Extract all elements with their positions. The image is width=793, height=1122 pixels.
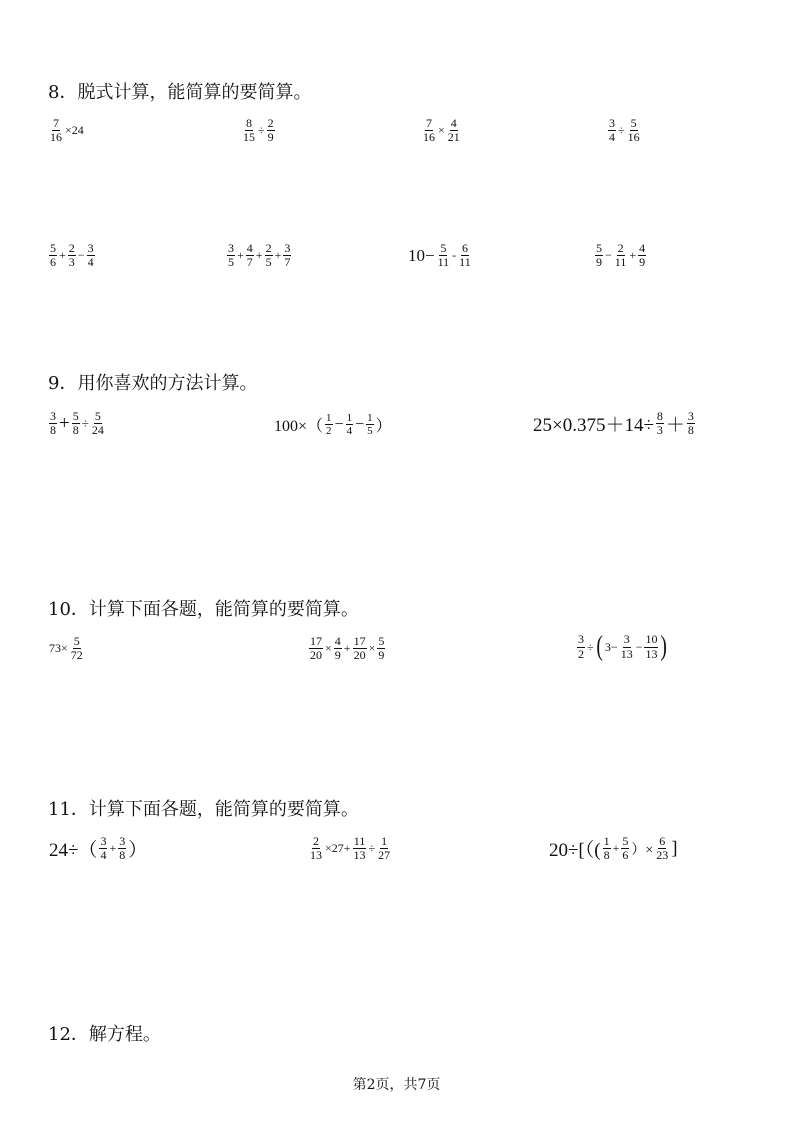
fraction: $\frac{5}{9}$ [596,241,602,270]
fraction: $\frac{3}{8}$ [50,409,56,438]
expr-9-3: 25×0.375＋14÷ $\frac{8}{3}$ ＋ $\frac{3}{8}$ [533,409,694,438]
fraction: $\frac{5}{11}$ [437,241,450,270]
expr-8-6: $\frac{3}{5}$ + $\frac{4}{7}$ + $\frac{2}{5}$ + $\frac{3}{7}$ [228,241,291,270]
fraction: $\frac{5}{6}$ [622,834,629,863]
fraction: $\frac{3}{2}$ [578,632,584,661]
fraction: $\frac{2}{11}$ [614,241,627,270]
fraction: $\frac{5}{72}$ [70,634,83,663]
page-footer: 第2页，共7页 [352,1077,441,1093]
section-9-title: 9．用你喜欢的方法计算。 [48,373,258,394]
fraction: $\frac{17}{20}$ [310,634,322,663]
fraction: $\frac{6}{11}$ [459,241,471,270]
expr-8-5: $\frac{5}{6}$ + $\frac{2}{3}$ − $\frac{3}{4}$ [50,241,94,270]
fraction: $\frac{8}{3}$ [656,409,663,438]
fraction: $\frac{5}{24}$ [91,409,104,438]
fraction: $\frac{2}{9}$ [267,116,274,145]
expr-9-1: $\frac{3}{8}$ + $\frac{5}{8}$ ÷ $\frac{5}{24}$ [50,409,104,438]
expr-10-3: $\frac{3}{2}$ ÷ ( 3− $\frac{3}{13}$ − $\frac{10}{13}$ ) [578,631,668,662]
fraction: $\frac{8}{15}$ [243,116,255,145]
section-8-title: 8．脱式计算，能简算的要简算。 [48,82,312,103]
left-paren: ( [595,631,603,662]
section-12-title: 12．解方程。 [48,1024,161,1045]
fraction: $\frac{3}{13}$ [620,632,633,661]
fraction: $\frac{1}{5}$ [367,412,373,438]
fraction: $\frac{4}{21}$ [447,116,460,145]
section-10-title: 10．计算下面各题，能简算的要简算。 [48,599,359,620]
fraction: $\frac{1}{2}$ [326,412,332,438]
expr-8-7: 10− $\frac{5}{11}$ - $\frac{6}{11}$ [408,241,471,270]
expr-11-1: 24÷（ $\frac{3}{4}$ + $\frac{3}{8}$ ） [49,834,148,863]
fraction: $\frac{10}{13}$ [645,632,658,661]
fraction: $\frac{3}{4}$ [100,834,107,863]
expr-8-3: $\frac{7}{16}$ × $\frac{4}{21}$ [423,116,460,145]
fraction: $\frac{5}{6}$ [50,241,56,270]
fraction: $\frac{6}{23}$ [656,834,669,863]
fraction: $\frac{5}{9}$ [378,634,385,663]
fraction: $\frac{17}{20}$ [353,634,366,663]
expr-10-2: $\frac{17}{20}$ × $\frac{4}{9}$ + $\frac{17}{20}$ × $\frac{5}{9}$ [310,634,385,663]
expr-9-2: 100×（ $\frac{1}{2}$ − $\frac{1}{4}$ − $\frac{1}{5}$ ） [274,412,392,438]
fraction: $\frac{2}{5}$ [265,241,272,270]
fraction: $\frac{4}{9}$ [639,241,646,270]
fraction: $\frac{5}{16}$ [627,116,640,145]
fraction: $\frac{1}{27}$ [378,834,391,863]
fraction: $\frac{3}{4}$ [87,241,94,270]
fraction: $\frac{3}{8}$ [687,409,694,438]
expr-8-1: $\frac{7}{16}$ ×24 [50,116,84,145]
fraction: $\frac{5}{8}$ [72,409,79,438]
fraction: $\frac{2}{13}$ [310,834,322,863]
fraction: $\frac{3}{4}$ [609,116,615,145]
fraction: $\frac{4}{7}$ [246,241,253,270]
expr-8-8: $\frac{5}{9}$ − $\frac{2}{11}$ + $\frac{4}{9}$ [596,241,646,270]
fraction: $\frac{1}{8}$ [603,834,610,863]
fraction: $\frac{3}{8}$ [119,834,126,863]
fraction: $\frac{1}{4}$ [346,412,353,438]
expr-8-2: $\frac{8}{15}$ ÷ $\frac{2}{9}$ [243,116,274,145]
section-11-title: 11．计算下面各题，能简算的要简算。 [48,799,359,820]
fraction: $\frac{3}{7}$ [284,241,291,270]
fraction: $\frac{4}{9}$ [334,634,341,663]
expr-10-1: 73× $\frac{5}{72}$ [49,634,83,663]
expr-11-2: $\frac{2}{13}$ ×27+ $\frac{11}{13}$ ÷ $\frac{1}{27}$ [310,834,391,863]
expr-11-3: 20÷[（( $\frac{1}{8}$ + $\frac{5}{6}$ ）× $\frac{6}{23}$ ] [549,834,678,863]
expr-8-4: $\frac{3}{4}$ ÷ $\frac{5}{16}$ [609,116,640,145]
fraction: $\frac{3}{5}$ [228,241,234,270]
right-paren: ) [660,631,668,662]
fraction: $\frac{7}{16}$ [50,116,62,145]
fraction: $\frac{11}{13}$ [353,834,366,863]
fraction: $\frac{2}{3}$ [68,241,75,270]
fraction: $\frac{7}{16}$ [423,116,435,145]
